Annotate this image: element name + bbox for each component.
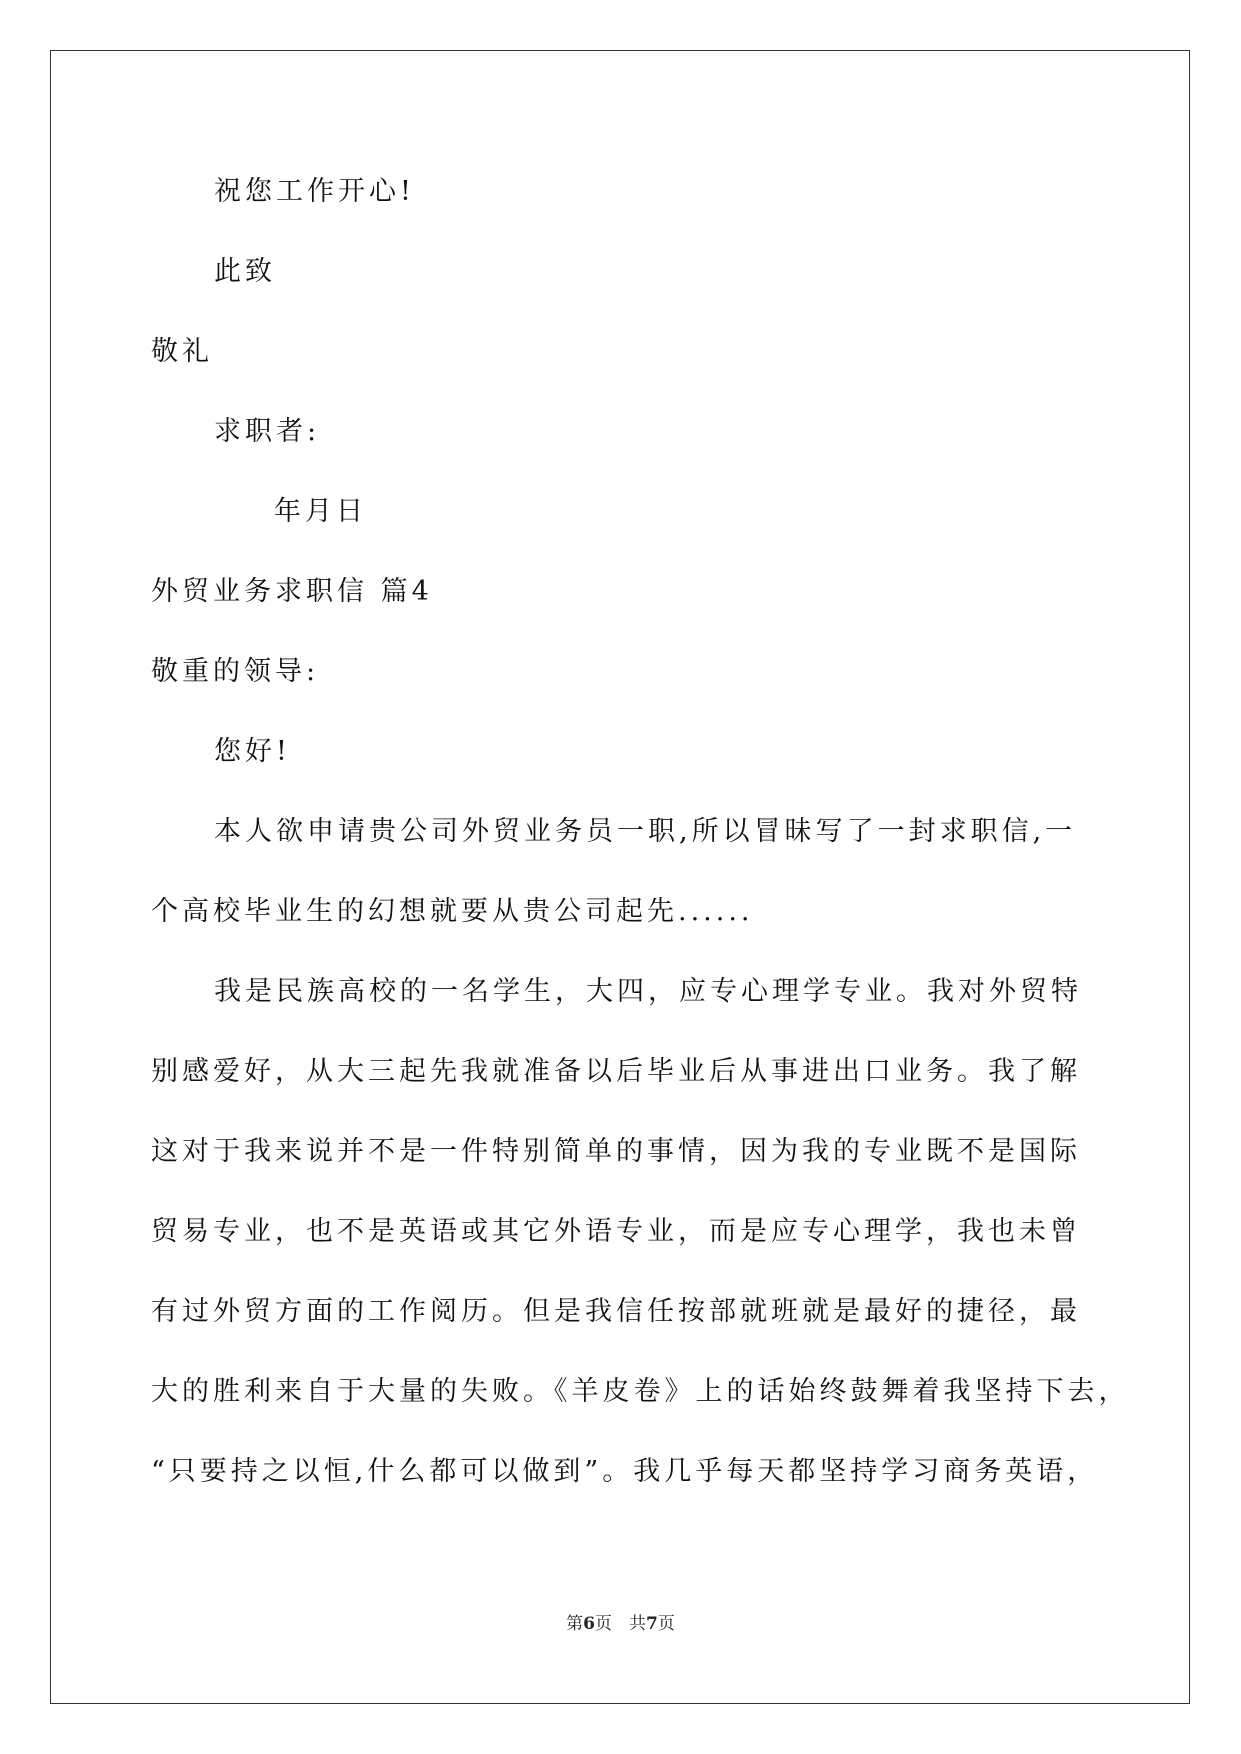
date-line: 年月日 <box>274 496 367 527</box>
page-footer <box>0 1614 1241 1634</box>
paragraph-line: 贸易专业，也不是英语或其它外语专业，而是应专心理学，我也未曾 <box>151 1216 1081 1247</box>
footer-page-total: 7 <box>646 1614 658 1634</box>
section-heading: 外贸业务求职信 篇4 <box>151 576 433 607</box>
paragraph-line: 这对于我来说并不是一件特别简单的事情，因为我的专业既不是国际 <box>151 1136 1081 1167</box>
salutation-jingli: 敬礼 <box>151 336 213 367</box>
footer-suffix: 页 <box>657 1614 675 1634</box>
closing-wish: 祝您工作开心! <box>214 176 415 207</box>
paragraph-line: 个高校毕业生的幻想就要从贵公司起先...... <box>151 896 754 927</box>
paragraph-line: 有过外贸方面的工作阅历。但是我信任按部就班就是最好的捷径，最 <box>151 1296 1081 1327</box>
footer-page-current: 6 <box>583 1614 595 1634</box>
paragraph-line: 大的胜利来自于大量的失败。《羊皮卷》上的话始终鼓舞着我坚持下去， <box>151 1376 1130 1407</box>
greeting-recipient: 敬重的领导: <box>151 656 320 687</box>
footer-prefix: 第 <box>566 1614 584 1634</box>
applicant-label: 求职者: <box>214 416 321 447</box>
paragraph-line: 我是民族高校的一名学生，大四，应专心理学专业。我对外贸特 <box>214 976 1082 1007</box>
paragraph-line: “只要持之以恒,什么都可以做到”。我几乎每天都坚持学习商务英语， <box>151 1456 1099 1487</box>
paragraph-line: 本人欲申请贵公司外贸业务员一职,所以冒昧写了一封求职信,一 <box>214 816 1077 847</box>
paragraph-line: 别感爱好，从大三起先我就准备以后毕业后从事进出口业务。我了解 <box>151 1056 1081 1087</box>
footer-mid: 页 共 <box>595 1614 646 1634</box>
salutation-cizhi: 此致 <box>214 256 276 287</box>
greeting-hello: 您好! <box>214 736 291 767</box>
